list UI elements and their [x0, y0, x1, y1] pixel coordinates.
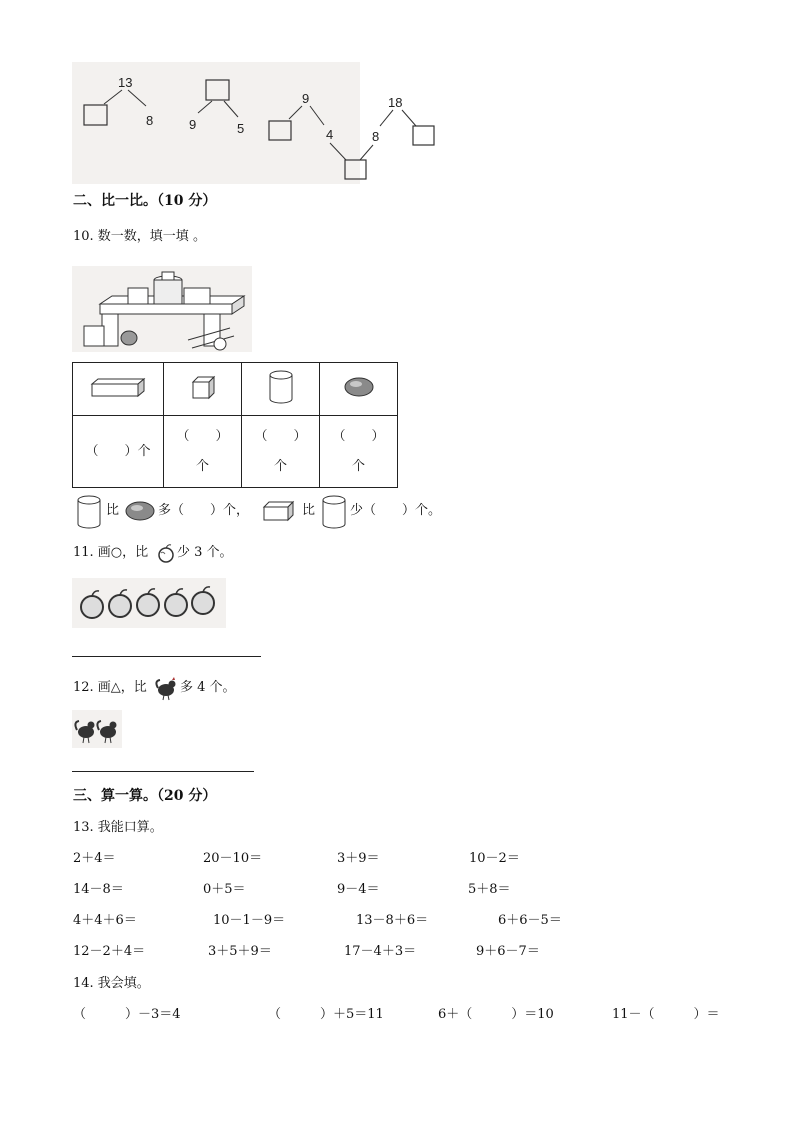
tree2-left: 9	[189, 117, 197, 132]
tree3-mid: 4	[326, 127, 334, 142]
compare-text-1: 比	[106, 503, 120, 518]
cylinder-icon	[268, 370, 294, 404]
cube-cell	[164, 363, 242, 416]
compare-text-2: 多（ ）个，	[158, 503, 250, 518]
rect-block-icon	[88, 376, 148, 398]
cube-icon	[190, 375, 216, 399]
q12-suffix: 多 4 个。	[180, 680, 236, 695]
calc-item: 20－10＝	[203, 851, 263, 866]
tree4-top: 18	[388, 95, 403, 110]
answer-box[interactable]	[345, 160, 366, 179]
q12-answer-line[interactable]	[72, 771, 254, 772]
fill-item[interactable]: （ ）＋5＝11	[268, 1007, 384, 1022]
apple-icon	[192, 587, 214, 614]
rooster-icon	[97, 721, 116, 743]
answer-box[interactable]	[206, 80, 229, 100]
apples-row	[72, 578, 226, 628]
rect-block-cell	[73, 363, 164, 416]
count-answer-cell[interactable]: （ ） 个	[164, 416, 242, 488]
tree1-top: 13	[118, 75, 133, 90]
q10-title: 10. 数一数，填一填 。	[73, 229, 206, 244]
section3-title: 三、算一算。（20 分）	[73, 788, 217, 804]
q11-suffix: 少 3 个。	[177, 545, 233, 560]
ball-icon	[124, 500, 156, 522]
calc-item: 9＋6－7＝	[476, 944, 540, 959]
count-answer-cell[interactable]: （ ） 个	[320, 416, 398, 488]
compare-text-4: 少（ ）个。	[350, 503, 442, 518]
cylinder-icon	[76, 495, 104, 529]
rect-block-icon	[262, 500, 296, 522]
cylinder-cell	[242, 363, 320, 416]
calc-item: 10－1－9＝	[213, 913, 286, 928]
tree3-top: 9	[302, 91, 310, 106]
tree2-right: 5	[237, 121, 245, 136]
count-answer-cell[interactable]: （ ） 个	[242, 416, 320, 488]
calc-item: 5＋8＝	[468, 882, 511, 897]
q11-answer-line[interactable]	[72, 656, 261, 657]
calc-item: 6＋6－5＝	[498, 913, 562, 928]
calc-item: 3＋5＋9＝	[208, 944, 272, 959]
answer-box[interactable]	[269, 121, 291, 140]
apple-icon	[109, 590, 131, 617]
answer-box[interactable]	[413, 126, 434, 145]
calc-item: 14－8＝	[73, 882, 124, 897]
calc-item: 2＋4＝	[73, 851, 116, 866]
q13-title: 13. 我能口算。	[73, 820, 163, 835]
fill-item[interactable]: 6＋（ ）＝10	[438, 1007, 554, 1022]
answer-box[interactable]	[84, 105, 107, 125]
rooster-icon	[75, 721, 94, 743]
apple-icon	[165, 589, 187, 616]
calc-item: 17－4＋3＝	[344, 944, 417, 959]
calc-item: 10－2＝	[469, 851, 520, 866]
calc-item: 4＋4＋6＝	[73, 913, 137, 928]
calc-item: 12－2＋4＝	[73, 944, 146, 959]
tree4-left: 8	[372, 129, 380, 144]
number-trees	[0, 0, 794, 200]
apple-icon	[155, 543, 177, 563]
q14-title: 14. 我会填。	[73, 976, 150, 991]
cylinder-icon	[321, 495, 349, 529]
roosters-row	[72, 710, 122, 748]
q11-prefix: 11. 画○，比	[73, 545, 149, 560]
compare-text-3: 比	[302, 503, 316, 518]
rooster-icon	[154, 675, 180, 701]
calc-item: 13－8＋6＝	[356, 913, 429, 928]
apple-icon	[137, 589, 159, 616]
calc-item: 3＋9＝	[337, 851, 380, 866]
count-answer-cell[interactable]: （ ）个	[73, 416, 164, 488]
count-table	[72, 362, 398, 488]
ball-cell	[320, 363, 398, 416]
tree1-right: 8	[146, 113, 154, 128]
section2-title: 二、比一比。（10 分）	[73, 193, 217, 209]
calc-item: 9－4＝	[337, 882, 380, 897]
blocks-illustration	[72, 266, 252, 352]
calc-item: 0＋5＝	[203, 882, 246, 897]
apple-icon	[81, 591, 103, 618]
fill-item[interactable]: 11－（ ）＝	[612, 1007, 720, 1022]
fill-item[interactable]: （ ）－3＝4	[73, 1007, 181, 1022]
q12-prefix: 12. 画△，比	[73, 680, 147, 695]
ball-icon	[343, 376, 375, 398]
